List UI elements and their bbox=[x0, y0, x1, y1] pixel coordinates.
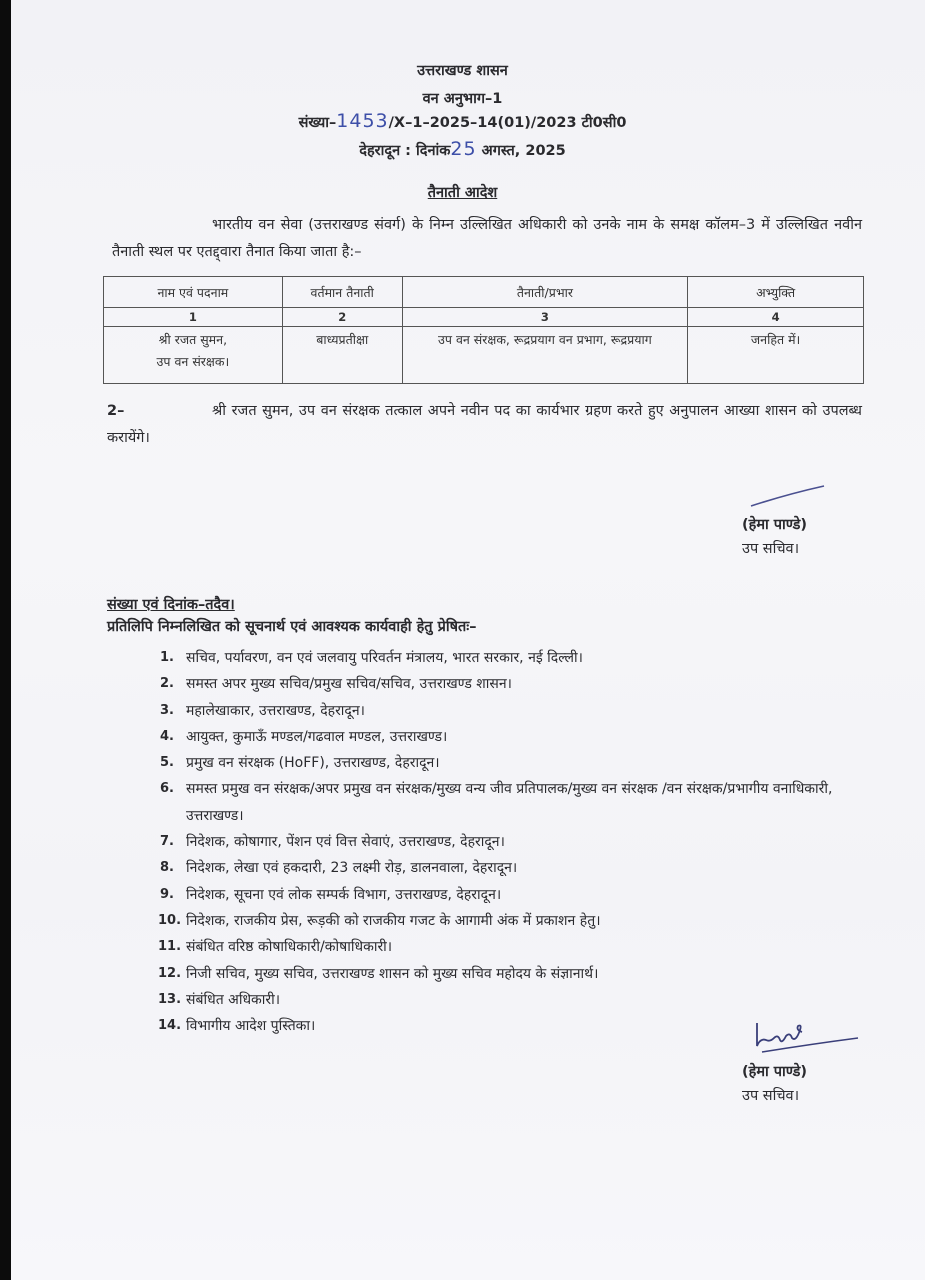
officer-name-cell bbox=[104, 327, 283, 384]
column-number: 4 bbox=[688, 308, 864, 327]
signatory-designation: उप सचिव। bbox=[742, 1088, 800, 1104]
copy-intro: प्रतिलिपि निम्नलिखित को सूचनार्थ एवं आवश्यक कार्यवाही हेतु प्रेषितः– bbox=[107, 619, 477, 635]
column-header: तैनाती/प्रभार bbox=[402, 277, 688, 308]
intro-paragraph: भारतीय वन सेवा (उत्तराखण्ड संवर्ग) के निम्न उल्लिखित अधिकारी को उनके नाम के समक्ष कॉलम–3 में उल्लिखित नवीन तैनाती स्थल पर एतद्द्वारा तैनात किया जाता है:– bbox=[112, 217, 862, 260]
list-item: 3. महालेखाकार, उत्तराखण्ड, देहरादून। bbox=[160, 702, 365, 719]
list-item: 11. संबंधित वरिष्ठ कोषाधिकारी/कोषाधिकारी। bbox=[158, 939, 393, 956]
signature-block-1 bbox=[742, 513, 807, 561]
date-prefix: देहरादून : दिनांक bbox=[359, 143, 451, 159]
section-name: वन अनुभाग–1 bbox=[422, 91, 503, 107]
reference-number bbox=[0, 110, 925, 132]
list-item: 12. निजी सचिव, मुख्य सचिव, उत्तराखण्ड शासन को मुख्य सचिव महोदय के संज्ञानार्थ। bbox=[158, 965, 599, 982]
list-item: 10. निदेशक, राजकीय प्रेस, रूड़की को राजकीय गजट के आगामी अंक में प्रकाशन हेतु। bbox=[158, 912, 601, 929]
column-header: वर्तमान तैनाती bbox=[282, 277, 402, 308]
list-item: 6. समस्त प्रमुख वन संरक्षक/अपर प्रमुख वन संरक्षक/मुख्य वन्य जीव प्रतिपालक/मुख्य वन संरक्षक /वन संरक्षक/प्रभागीय वनाधिकारी, उत्तराखण्ड। bbox=[160, 781, 833, 824]
list-item: 7. निदेशक, कोषागार, पेंशन एवं वित्त सेवाएं, उत्तराखण्ड, देहरादून। bbox=[160, 834, 505, 851]
signature-block-2 bbox=[742, 1060, 807, 1108]
list-item: 4. आयुक्त, कुमाऊँ मण्डल/गढवाल मण्डल, उत्तराखण्ड। bbox=[160, 728, 448, 745]
column-number: 3 bbox=[402, 308, 688, 327]
signature-stroke-1 bbox=[748, 482, 828, 510]
signature-stroke-2 bbox=[752, 1018, 862, 1056]
copy-recipient-list bbox=[160, 645, 870, 1039]
list-item: 9. निदेशक, सूचना एवं लोक सम्पर्क विभाग, उत्तराखण्ड, देहरादून। bbox=[160, 886, 502, 903]
list-item: 8. निदेशक, लेखा एवं हकदारी, 23 लक्ष्मी रोड़, डालनवाला, देहरादून। bbox=[160, 860, 518, 877]
column-header: अभ्युक्ति bbox=[688, 277, 864, 308]
order-title: तैनाती आदेश bbox=[427, 185, 498, 201]
column-header: नाम एवं पदनाम bbox=[104, 277, 283, 308]
column-number-row bbox=[104, 308, 864, 327]
list-item: 1. सचिव, पर्यावरण, वन एवं जलवायु परिवर्तन मंत्रालय, भारत सरकार, नई दिल्ली। bbox=[160, 650, 583, 666]
signatory-name: (हेमा पाण्डे) bbox=[742, 517, 808, 533]
government-name: उत्तराखण्ड शासन bbox=[417, 63, 508, 79]
copy-ref-line: संख्या एवं दिनांक–तदैव। bbox=[107, 597, 235, 613]
paragraph-2 bbox=[107, 398, 862, 452]
issue-date bbox=[0, 138, 925, 160]
signatory-name: (हेमा पाण्डे) bbox=[742, 1064, 808, 1080]
column-number: 1 bbox=[104, 308, 283, 327]
column-number: 2 bbox=[282, 308, 402, 327]
posting-table bbox=[103, 276, 864, 384]
handwritten-ref-number: 1453 bbox=[336, 110, 389, 132]
officer-name: श्री रजत सुमन, bbox=[158, 332, 228, 347]
paragraph-text: श्री रजत सुमन, उप वन संरक्षक तत्काल अपने नवीन पद का कार्यभार ग्रहण करते हुए अनुपालन आख्या शासन को उपलब्ध करायेंगे। bbox=[107, 403, 862, 446]
current-posting-cell: बाध्यप्रतीक्षा bbox=[282, 327, 402, 384]
list-item: 5. प्रमुख वन संरक्षक (HoFF), उत्तराखण्ड, देहरादून। bbox=[160, 755, 440, 772]
ref-suffix: /X–1–2025–14(01)/2023 टी0सी0 bbox=[388, 115, 627, 131]
table-header-row bbox=[104, 277, 864, 308]
signatory-designation: उप सचिव। bbox=[742, 541, 800, 557]
list-item: 13. संबंधित अधिकारी। bbox=[158, 991, 281, 1008]
officer-designation: उप वन संरक्षक। bbox=[156, 354, 230, 369]
paragraph-number: 2– bbox=[107, 403, 125, 419]
list-item: 2. समस्त अपर मुख्य सचिव/प्रमुख सचिव/सचिव, उत्तराखण्ड शासन। bbox=[160, 676, 512, 693]
table-row bbox=[104, 327, 864, 384]
handwritten-date-day: 25 bbox=[450, 138, 477, 160]
ref-prefix: संख्या– bbox=[298, 115, 337, 131]
list-item: 14. विभागीय आदेश पुस्तिका। bbox=[158, 1018, 316, 1035]
remarks-cell: जनहित में। bbox=[688, 327, 864, 384]
new-posting-cell: उप वन संरक्षक, रूद्रप्रयाग वन प्रभाग, रूद्रप्रयाग bbox=[402, 327, 688, 384]
date-suffix: अगस्त, 2025 bbox=[481, 143, 566, 159]
